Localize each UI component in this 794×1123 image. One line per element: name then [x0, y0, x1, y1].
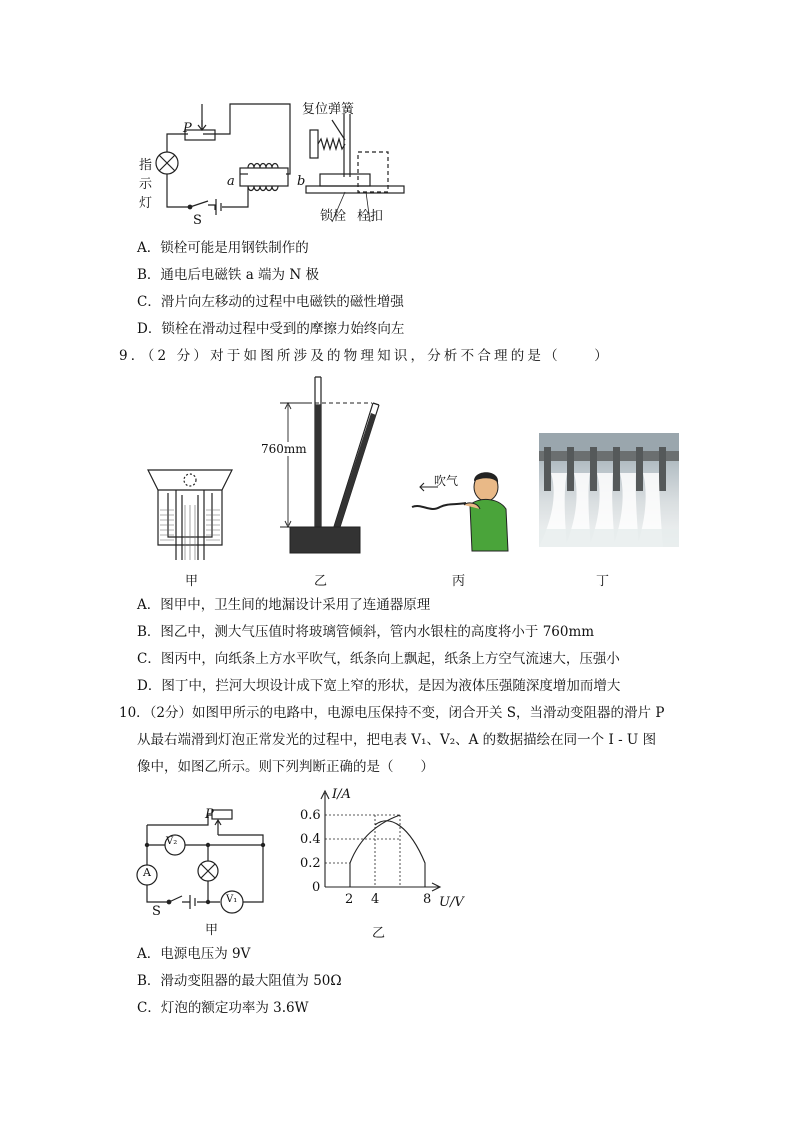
q9-blow-label: 吹气	[434, 474, 459, 488]
q8-lamp-label-3: 灯	[139, 196, 153, 211]
q8-option-a: A．锁栓可能是用钢铁制作的	[137, 240, 309, 256]
q9-option-c: C．图丙中，向纸条上方水平吹气，纸条向上飘起，纸条上方空气流速大，压强小	[137, 651, 620, 667]
q8-b-label: b	[297, 174, 306, 189]
q10-graph-y-axis-label: I/A	[332, 787, 351, 802]
q9-figure-jia-floor-drain	[140, 465, 240, 565]
q10-circuit-caption: 甲	[205, 923, 219, 938]
q10-graph-y-tick-0: 0	[312, 880, 321, 895]
q10-graph-y-tick-06: 0.6	[300, 808, 321, 823]
q10-graph-y-tick-02: 0.2	[300, 856, 321, 871]
q9-option-a: A．图甲中，卫生间的地漏设计采用了连通器原理	[137, 597, 431, 613]
q9-option-d: D．图丁中，拦河大坝设计成下宽上窄的形状，是因为液体压强随深度增加而增大	[137, 678, 621, 694]
q10-graph-caption: 乙	[372, 926, 386, 941]
q8-spring-label: 复位弹簧	[302, 102, 355, 117]
q9-figure-ding-dam-photo	[539, 433, 679, 547]
q10-graph-x-tick-4: 4	[371, 892, 380, 907]
q8-lamp-label-2: 示	[139, 177, 153, 192]
q10-graph-x-tick-2: 2	[345, 892, 354, 907]
q10-graph-y-tick-04: 0.4	[300, 832, 321, 847]
q9-figure-yi-barometer	[260, 375, 390, 560]
q10-circuit-p-label: P	[205, 807, 214, 822]
q10-circuit-v2-label: V₂	[166, 836, 178, 847]
q9-caption-ding: 丁	[596, 574, 610, 589]
q10-circuit-v1-label: V₁	[226, 894, 238, 905]
q8-lamp-label-1: 指	[139, 158, 153, 173]
q8-p-label: P	[183, 121, 192, 136]
q8-buckle-label: 栓扣	[357, 209, 384, 224]
q8-latch-label: 锁栓	[320, 209, 347, 224]
q10-circuit-a-label: A	[143, 866, 151, 879]
q9-option-b: B．图乙中，测大气压值时将玻璃管倾斜，管内水银柱的高度将小于 760mm	[137, 624, 595, 640]
q9-mm-label: 760mm	[261, 442, 307, 456]
q8-a-label: a	[227, 174, 235, 189]
q9-stem: 9．（2 分）对于如图所涉及的物理知识，分析不合理的是（ ）	[119, 348, 611, 364]
q10-option-b: B．滑动变阻器的最大阻值为 50Ω	[137, 973, 342, 989]
q10-circuit-s-label: S	[152, 904, 161, 919]
q9-figure-bing-blowing	[408, 465, 513, 553]
q10-stem-line-2: 从最右端滑到灯泡正常发光的过程中，把电表 V₁、V₂、A 的数据描绘在同一个 I - U 图	[137, 732, 657, 748]
q8-option-b: B．通电后电磁铁 a 端为 N 极	[137, 267, 319, 283]
q8-switch-label: S	[193, 213, 202, 228]
q10-graph-x-tick-8: 8	[423, 892, 432, 907]
q10-stem-line-3: 像中，如图乙所示。则下列判断正确的是（ ）	[137, 759, 434, 775]
q8-option-c: C．滑片向左移动的过程中电磁铁的磁性增强	[137, 294, 404, 310]
q10-option-c: C．灯泡的额定功率为 3.6W	[137, 1000, 309, 1016]
q10-circuit-diagram	[130, 795, 270, 915]
q8-option-d: D．锁栓在滑动过程中受到的摩擦力始终向左	[137, 321, 405, 337]
q10-option-a: A．电源电压为 9V	[137, 946, 251, 962]
q9-caption-jia: 甲	[185, 574, 199, 589]
q9-caption-yi: 乙	[314, 574, 328, 589]
q10-stem-line-1: 10．（2分）如图甲所示的电路中，电源电压保持不变，闭合开关 S，当滑动变阻器的滑片 P	[119, 705, 665, 721]
q9-caption-bing: 丙	[452, 574, 466, 589]
q10-graph-x-axis-label: U/V	[439, 895, 464, 910]
